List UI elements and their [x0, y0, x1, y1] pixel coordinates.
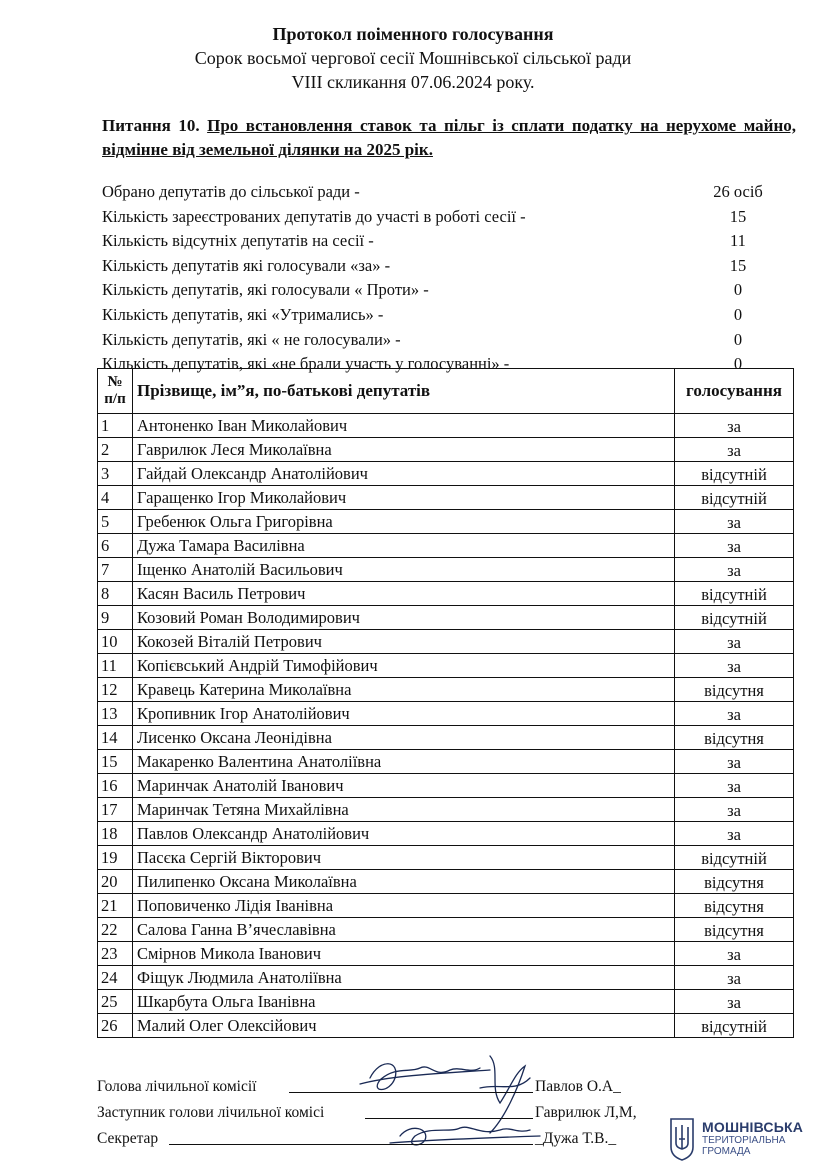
table-row — [98, 558, 794, 582]
table-row — [98, 822, 794, 846]
stat-label: Кількість депутатів, які « не голосували» - — [102, 329, 401, 349]
stat-value: 0 — [733, 280, 743, 300]
vote-result: за — [675, 750, 794, 774]
vote-statistics — [102, 180, 802, 377]
session-name: Сорок восьмої чергової сесії Мошнівської сільської ради — [194, 48, 632, 68]
signature-role: Голова лічильної комісії — [97, 1078, 257, 1095]
vote-result: відсутня — [675, 918, 794, 942]
trident-icon — [668, 1117, 696, 1161]
deputy-name: Маринчак Тетяна Михайлівна — [133, 798, 675, 822]
deputy-name: Фіщук Людмила Анатоліївна — [133, 966, 675, 990]
table-row — [98, 1014, 794, 1038]
table-row — [98, 414, 794, 438]
stat-label: Кількість депутатів, які голосували « Проти» - — [102, 280, 429, 300]
stat-label: Кількість відсутніх депутатів на сесії - — [102, 231, 374, 251]
signature-row-deputy — [97, 1102, 697, 1128]
table-row — [98, 990, 794, 1014]
table-row — [98, 486, 794, 510]
community-logo — [664, 1117, 824, 1163]
deputy-name: Дужа Тамара Василівна — [133, 534, 675, 558]
deputy-name: Гаврилюк Леся Миколаївна — [133, 438, 675, 462]
vote-result: відсутній — [675, 606, 794, 630]
deputy-name: Іщенко Анатолій Васильович — [133, 558, 675, 582]
row-number: 13 — [98, 702, 133, 726]
stat-label: Кількість депутатів, які «не брали участь у голосуванні» - — [102, 354, 510, 374]
vote-result: відсутній — [675, 582, 794, 606]
row-number: 20 — [98, 870, 133, 894]
table-row — [98, 630, 794, 654]
stat-row — [102, 205, 802, 230]
row-number: 6 — [98, 534, 133, 558]
deputy-name: Козовий Роман Володимирович — [133, 606, 675, 630]
stat-row — [102, 328, 802, 353]
vote-result: за — [675, 558, 794, 582]
signature-role: Секретар — [97, 1130, 159, 1147]
row-number: 16 — [98, 774, 133, 798]
row-number: 24 — [98, 966, 133, 990]
signature-line — [365, 1118, 533, 1119]
stat-value: 0 — [733, 329, 743, 349]
vote-result: відсутній — [675, 846, 794, 870]
table-row — [98, 774, 794, 798]
row-number: 12 — [98, 678, 133, 702]
stat-value: 0 — [733, 354, 743, 374]
table-row — [98, 750, 794, 774]
question-label: Питання 10. — [102, 116, 200, 135]
deputy-name: Малий Олег Олексійович — [133, 1014, 675, 1038]
deputy-name: Касян Василь Петрович — [133, 582, 675, 606]
table-row — [98, 582, 794, 606]
stat-row — [102, 303, 802, 328]
row-number: 2 — [98, 438, 133, 462]
agenda-question — [102, 114, 796, 162]
signature-role: Заступник голови лічильної комісі — [97, 1104, 325, 1121]
row-number: 22 — [98, 918, 133, 942]
deputy-name: Кравець Катерина Миколаївна — [133, 678, 675, 702]
row-number: 18 — [98, 822, 133, 846]
row-number: 9 — [98, 606, 133, 630]
table-row — [98, 726, 794, 750]
stat-label: Кількість депутатів, які «Утримались» - — [102, 304, 384, 324]
deputy-name: Шкарбута Ольга Іванівна — [133, 990, 675, 1014]
stat-value: 15 — [729, 206, 747, 226]
column-header-vote: голосування — [675, 369, 794, 414]
table-row — [98, 942, 794, 966]
vote-result: за — [675, 630, 794, 654]
deputy-name: Копієвський Андрій Тимофійович — [133, 654, 675, 678]
row-number: 21 — [98, 894, 133, 918]
row-number: 17 — [98, 798, 133, 822]
table-row — [98, 606, 794, 630]
stat-value: 11 — [730, 231, 746, 251]
vote-result: за — [675, 702, 794, 726]
column-header-name: Прізвище, ім”я, по-батькові депутатів — [133, 369, 675, 414]
table-row — [98, 534, 794, 558]
vote-result: відсутня — [675, 870, 794, 894]
row-number: 4 — [98, 486, 133, 510]
stat-value: 26 осіб — [713, 182, 763, 201]
document-header — [0, 22, 826, 94]
deputy-name: Гайдай Олександр Анатолійович — [133, 462, 675, 486]
row-number: 3 — [98, 462, 133, 486]
table-row — [98, 918, 794, 942]
table-row — [98, 798, 794, 822]
stat-value: 15 — [729, 255, 747, 275]
deputy-name: Пилипенко Оксана Миколаївна — [133, 870, 675, 894]
stat-row — [102, 180, 802, 205]
row-number: 8 — [98, 582, 133, 606]
signature-name: Павлов О.А_ — [535, 1078, 621, 1095]
deputy-name: Поповиченко Лідія Іванівна — [133, 894, 675, 918]
deputy-name: Салова Ганна В’ячеславівна — [133, 918, 675, 942]
deputy-name: Павлов Олександр Анатолійович — [133, 822, 675, 846]
stat-label: Кількість депутатів які голосували «за» - — [102, 255, 391, 275]
session-date: VIII скликання 07.06.2024 року. — [291, 72, 535, 92]
deputy-name: Кропивник Ігор Анатолійович — [133, 702, 675, 726]
logo-name: МОШНІВСЬКА — [702, 1119, 804, 1135]
deputy-name: Лисенко Оксана Леонідівна — [133, 726, 675, 750]
row-number: 15 — [98, 750, 133, 774]
row-number: 26 — [98, 1014, 133, 1038]
stat-row — [102, 229, 802, 254]
stat-row — [102, 278, 802, 303]
row-number: 1 — [98, 414, 133, 438]
deputy-name: Маринчак Анатолій Іванович — [133, 774, 675, 798]
document-title: Протокол поіменного голосування — [272, 24, 554, 44]
row-number: 7 — [98, 558, 133, 582]
deputy-name: Гребенюк Ольга Григорівна — [133, 510, 675, 534]
vote-result: відсутній — [675, 1014, 794, 1038]
vote-result: за — [675, 966, 794, 990]
vote-result: за — [675, 942, 794, 966]
stat-label: Обрано депутатів до сільської ради - — [102, 182, 360, 201]
vote-result: відсутня — [675, 726, 794, 750]
row-number: 5 — [98, 510, 133, 534]
table-row — [98, 462, 794, 486]
deputy-name: Макаренко Валентина Анатоліївна — [133, 750, 675, 774]
signature-line — [289, 1092, 533, 1093]
vote-result: за — [675, 414, 794, 438]
table-row — [98, 894, 794, 918]
vote-result: за — [675, 774, 794, 798]
table-header-row — [98, 369, 794, 414]
vote-result: відсутня — [675, 894, 794, 918]
row-number: 14 — [98, 726, 133, 750]
table-row — [98, 510, 794, 534]
vote-result: за — [675, 510, 794, 534]
table-row — [98, 678, 794, 702]
roll-call-table — [97, 368, 794, 1038]
stat-label: Кількість зареєстрованих депутатів до участі в роботі сесії - — [102, 206, 526, 226]
stat-value: 0 — [733, 304, 743, 324]
vote-result: за — [675, 798, 794, 822]
deputy-name: Гаращенко Ігор Миколайович — [133, 486, 675, 510]
signature-row-secretary — [97, 1128, 697, 1154]
deputy-name: Антоненко Іван Миколайович — [133, 414, 675, 438]
row-number: 23 — [98, 942, 133, 966]
signature-name: Гаврилюк Л,М, — [535, 1104, 637, 1121]
vote-result: за — [675, 438, 794, 462]
vote-result: за — [675, 822, 794, 846]
row-number: 19 — [98, 846, 133, 870]
signature-row-chair — [97, 1076, 697, 1102]
vote-result: відсутній — [675, 486, 794, 510]
row-number: 25 — [98, 990, 133, 1014]
table-row — [98, 966, 794, 990]
vote-result: за — [675, 990, 794, 1014]
table-row — [98, 870, 794, 894]
column-header-number: № п/п — [98, 369, 133, 414]
vote-result: відсутній — [675, 462, 794, 486]
table-row — [98, 654, 794, 678]
row-number: 10 — [98, 630, 133, 654]
deputy-name: Кокозей Віталій Петрович — [133, 630, 675, 654]
table-row — [98, 846, 794, 870]
stat-row — [102, 254, 802, 279]
logo-subtitle: ТЕРИТОРІАЛЬНА ГРОМАДА — [702, 1135, 786, 1157]
table-row — [98, 438, 794, 462]
signatures-block — [97, 1076, 697, 1154]
deputy-name: Пасєка Сергій Вікторович — [133, 846, 675, 870]
row-number: 11 — [98, 654, 133, 678]
question-text: Про встановлення ставок та пільг із сплати податку на нерухоме майно, відмінне від земельної ділянки на 2025 рік. — [102, 116, 797, 159]
vote-result: за — [675, 654, 794, 678]
signature-name: _Дужа Т.В._ — [535, 1130, 617, 1147]
deputy-name: Смірнов Микола Іванович — [133, 942, 675, 966]
vote-result: за — [675, 534, 794, 558]
signature-line — [169, 1144, 533, 1145]
vote-result: відсутня — [675, 678, 794, 702]
table-row — [98, 702, 794, 726]
